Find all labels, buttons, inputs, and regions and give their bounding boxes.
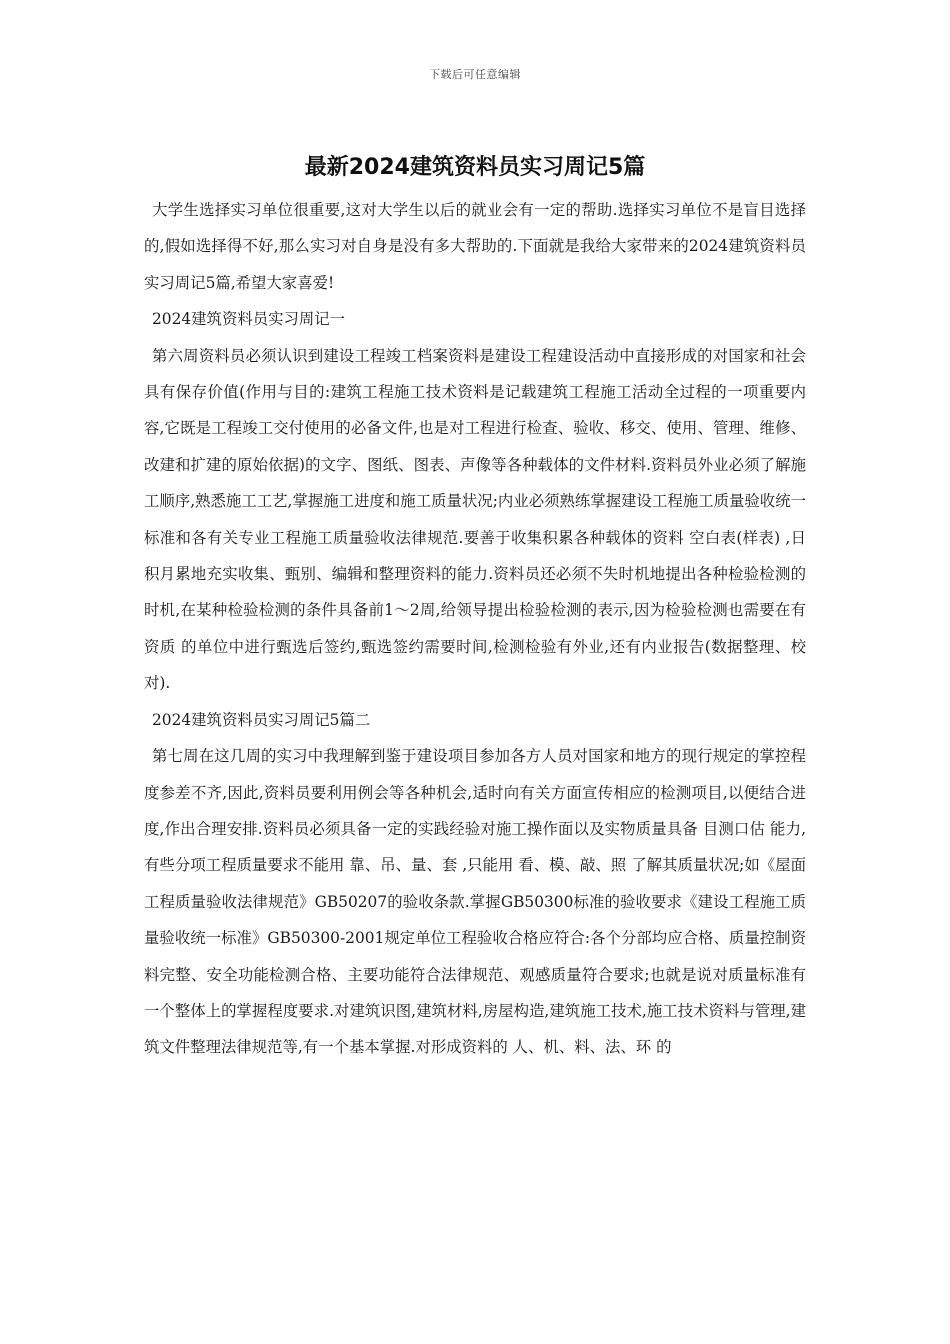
- page-header: 下载后可任意编辑: [429, 68, 521, 81]
- section-heading-2: 2024建筑资料员实习周记5篇二: [152, 710, 371, 729]
- intro-paragraph: 大学生选择实习单位很重要,这对大学生以后的就业会有一定的帮助.选择实习单位不是盲目选择的,假如选择得不好,那么实习对自身是没有多大帮助的.下面就是我给大家带来的2024建筑资料员实习周记5篇,希望大家喜爱!: [144, 201, 806, 292]
- document-body: [144, 192, 806, 1066]
- section-heading-1: 2024建筑资料员实习周记一: [152, 310, 346, 329]
- week-seven-paragraph: 第七周在这几周的实习中我理解到鉴于建设项目参加各方人员对国家和地方的现行规定的掌控程度参差不齐,因此,资料员要利用例会等各种机会,适时向有关方面宣传相应的检测项目,以便结合进度,作出合理安排.资料员必须具备一定的实践经验对施工操作面以及实物质量具备 目测口估 能力,有些分项工程质量要求不能用 靠、吊、量、套 ,只能用 看、模、敲、照 了解其质量状况;如《屋面工程质量验收法律规范》GB50207的验收条款.掌握GB50300标准的验收要求《建设工程施工质量验收统一标准》GB50300-2001规定单位工程验收合格应符合:各个分部均应合格、质量控制资料完整、安全功能检测合格、主要功能符合法律规范、观感质量符合要求;也就是说对质量标准有一个整体上的掌握程度要求.对建筑识图,建筑材料,房屋构造,建筑施工技术,施工技术资料与管理,建筑文件整理法律规范等,有一个基本掌握.对形成资料的 人、机、料、法、环 的: [144, 747, 806, 1057]
- week-six-paragraph: 第六周资料员必须认识到建设工程竣工档案资料是建设工程建设活动中直接形成的对国家和社会具有保存价值(作用与目的:建筑工程施工技术资料是记载建筑工程施工活动全过程的一项重要内容,它既是工程竣工交付使用的必备文件,也是对工程进行检查、验收、移交、使用、管理、维修、改建和扩建的原始依据)的文字、图纸、图表、声像等各种载体的文件材料.资料员外业必须了解施工顺序,熟悉施工工艺,掌握施工进度和施工质量状况;内业必须熟练掌握建设工程施工质量验收统一标准和各有关专业工程施工质量验收法律规范.要善于收集积累各种载体的资料 空白表(样表) ,日积月累地充实收集、甄别、编辑和整理资料的能力.资料员还必须不失时机地提出各种检验检测的时机,在某种检验检测的条件具备前1～2周,给领导提出检验检测的表示,因为检验检测也需要在有资质 的单位中进行甄选后签约,甄选签约需要时间,检测检验有外业,还有内业报告(数据整理、校对).: [144, 346, 806, 693]
- document-title: 最新2024建筑资料员实习周记5篇: [304, 155, 646, 180]
